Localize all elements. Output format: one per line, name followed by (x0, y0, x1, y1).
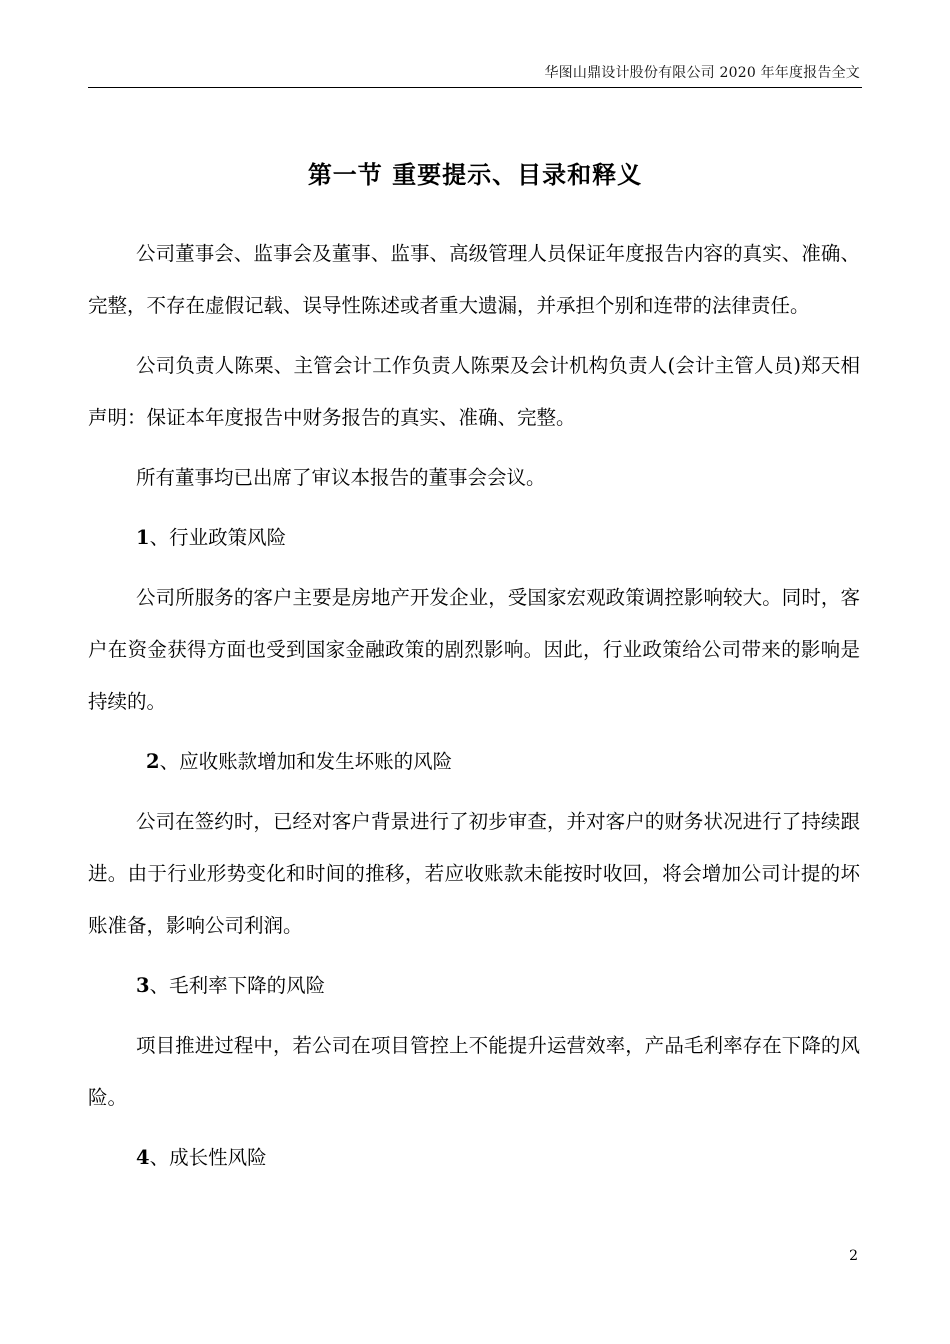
section-title: 第一节 重要提示、目录和释义 (307, 160, 643, 189)
risk-number: 2 (146, 750, 160, 773)
risk-title: 、成长性风险 (149, 1146, 267, 1169)
risk-number: 1 (136, 526, 150, 549)
running-header: 华图山鼎设计股份有限公司 2020 年年度报告全文 (544, 65, 860, 81)
paragraph-responsible-statement: 公司负责人陈栗、主管会计工作负责人陈栗及会计机构负责人(会计主管人员)郑天相声明：保证本年度报告中财务报告的真实、准确、完整。 (88, 354, 860, 429)
risk-number: 4 (136, 1146, 150, 1169)
page-number: 2 (849, 1248, 858, 1264)
risk-title: 、行业政策风险 (149, 526, 287, 549)
risk-heading-4 (88, 1132, 860, 1184)
paragraph-board-guarantee: 公司董事会、监事会及董事、监事、高级管理人员保证年度报告内容的真实、准确、完整，不存在虚假记载、误导性陈述或者重大遗漏，并承担个别和连带的法律责任。 (88, 242, 860, 317)
risk-text-3: 项目推进过程中，若公司在项目管控上不能提升运营效率，产品毛利率存在下降的风险。 (88, 1034, 860, 1109)
risk-heading-3 (88, 960, 860, 1012)
risk-text-1: 公司所服务的客户主要是房地产开发企业，受国家宏观政策调控影响较大。同时，客户在资金获得方面也受到国家金融政策的剧烈影响。因此，行业政策给公司带来的影响是持续的。 (88, 586, 860, 713)
risk-title: 、应收账款增加和发生坏账的风险 (159, 750, 453, 773)
risk-number: 3 (136, 974, 150, 997)
risk-heading-2 (88, 736, 860, 788)
header-rule (88, 87, 862, 88)
risk-title: 、毛利率下降的风险 (149, 974, 326, 997)
paragraph-directors-attendance: 所有董事均已出席了审议本报告的董事会会议。 (136, 466, 546, 489)
risk-text-2: 公司在签约时，已经对客户背景进行了初步审查，并对客户的财务状况进行了持续跟进。由于行业形势变化和时间的推移，若应收账款未能按时收回，将会增加公司计提的坏账准备，影响公司利润。 (88, 810, 860, 937)
document-body (88, 228, 860, 1192)
risk-heading-1 (88, 512, 860, 564)
